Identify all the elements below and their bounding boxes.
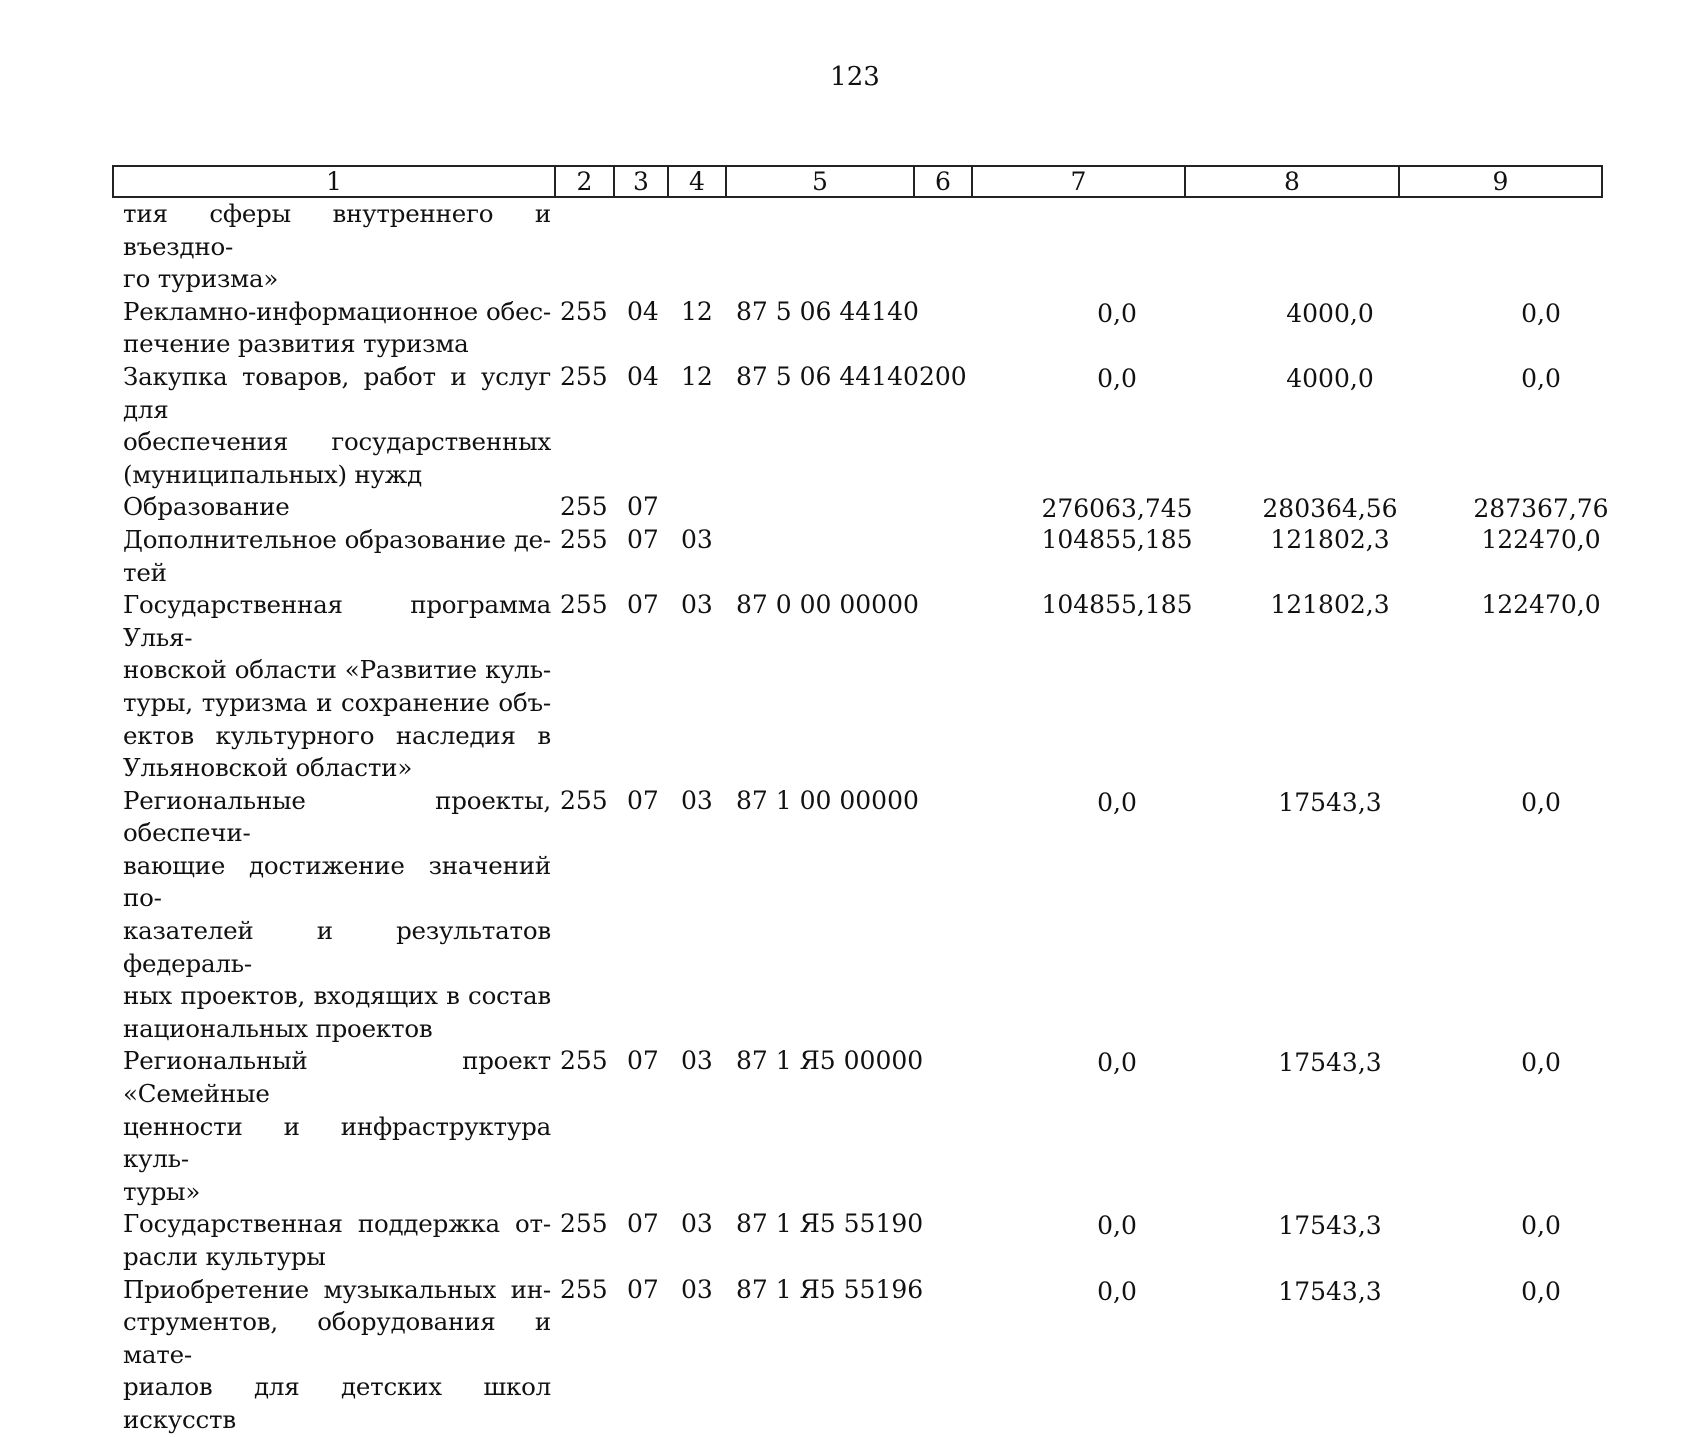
row-name [123,524,551,589]
table-row [112,296,1603,361]
table-row [112,1208,1603,1273]
cell-col-3: 07 [627,492,659,522]
cell-col-9: 0,0 [1521,1276,1561,1306]
cell-col-7: 0,0 [1097,787,1137,817]
header-cell-2: 2 [576,167,593,196]
cell-col-7: 0,0 [1097,363,1137,393]
cell-col-2: 255 [560,1046,608,1076]
table-header-row [112,165,1603,198]
row-name-line: тей [123,557,167,587]
row-name-line: Государственная программа Улья- [123,590,551,652]
row-name-line: тия сферы внутреннего и въездно- [123,199,551,261]
cell-col-5: 87 1 Я5 00000 [736,1046,924,1076]
cell-col-5: 87 1 00 00000 [736,785,919,815]
cell-col-7: 0,0 [1097,298,1137,328]
row-name-line: вающие достижение значений по- [123,850,551,913]
row-name-line: ектов культурного наследия в [123,720,551,750]
cell-col-9: 0,0 [1521,787,1561,817]
cell-col-6: 200 [919,361,967,391]
cell-col-8: 17543,3 [1278,1048,1382,1078]
row-name-line: печение развития туризма [123,329,469,359]
cell-col-4: 12 [681,296,713,326]
cell-col-3: 04 [627,296,659,326]
budget-table-body [112,198,1609,1437]
row-name-line: Приобретение музыкальных ин- [123,1274,551,1304]
cell-col-8: 121802,3 [1270,590,1390,620]
cell-col-5: 87 5 06 44140 [736,361,919,391]
row-name-line: казателей и результатов федераль- [123,916,551,978]
row-name [123,361,551,491]
cell-col-4: 03 [681,1209,713,1239]
row-name-line: Дополнительное образование де- [123,524,551,554]
header-cell-9: 9 [1492,167,1509,196]
row-name-line: (муниципальных) нужд [123,459,422,489]
row-name-line: Ульяновской области» [123,753,413,783]
page-number: 123 [830,62,880,92]
cell-col-5: 87 5 06 44140 [736,296,919,326]
cell-col-5: 87 1 Я5 55196 [736,1274,924,1304]
row-name-line: ценности и инфраструктура куль- [123,1111,551,1174]
cell-col-3: 07 [627,1274,659,1304]
cell-col-8: 280364,56 [1262,494,1398,524]
header-cell-4: 4 [689,167,705,196]
row-name-line: туры» [123,1176,201,1206]
cell-col-7: 0,0 [1097,1276,1137,1306]
row-name-line: расли культуры [123,1242,326,1271]
cell-col-8: 4000,0 [1286,363,1374,393]
cell-col-9: 0,0 [1521,298,1561,328]
cell-col-9: 0,0 [1521,1048,1561,1078]
cell-col-3: 07 [627,785,659,815]
table-row [112,198,1603,296]
row-name-line: Региональный проект «Семейные [123,1046,551,1109]
cell-col-9: 122470,0 [1481,590,1601,620]
cell-col-3: 07 [627,524,659,554]
cell-col-2: 255 [560,590,608,620]
cell-col-3: 07 [627,1046,659,1076]
table-row [112,491,1609,524]
cell-col-2: 255 [560,1209,608,1239]
cell-col-3: 04 [627,361,659,391]
row-name [123,491,551,524]
cell-col-9: 0,0 [1521,363,1561,393]
table-row [112,589,1603,785]
table-row [112,361,1603,491]
cell-col-9: 122470,0 [1481,524,1601,554]
cell-col-5: 87 0 00 00000 [736,590,919,620]
cell-col-4: 03 [681,524,713,554]
cell-col-8: 121802,3 [1270,524,1390,554]
cell-col-3: 07 [627,590,659,620]
cell-col-7: 0,0 [1097,1048,1137,1078]
row-name-line: туры, туризма и сохранение объ- [123,687,551,717]
cell-col-2: 255 [560,361,608,391]
header-cell-1: 1 [326,167,342,196]
cell-col-2: 255 [560,524,608,554]
cell-col-8: 17543,3 [1278,1211,1382,1241]
table-row [112,524,1603,589]
cell-col-8: 17543,3 [1278,787,1382,817]
cell-col-4: 03 [681,590,713,620]
header-cell-5: 5 [812,167,828,196]
table-row [112,785,1603,1046]
cell-col-9: 287367,76 [1473,494,1609,524]
cell-col-4: 03 [681,785,713,815]
cell-col-2: 255 [560,1274,608,1304]
cell-col-3: 07 [627,1209,659,1239]
row-name-line: Рекламно-информационное обес- [123,296,551,326]
header-cell-3: 3 [633,167,649,196]
row-name [123,1274,551,1437]
row-name-line: Закупка товаров, работ и услуг для [123,361,551,424]
header-cell-7: 7 [1070,167,1087,196]
row-name-line: Региональные проекты, обеспечи- [123,785,551,848]
row-name-line: струментов, оборудования и мате- [123,1307,551,1369]
cell-col-4: 12 [681,361,713,391]
row-name-line: ных проектов, входящих в состав [123,981,551,1011]
row-name [123,198,551,296]
cell-col-8: 17543,3 [1278,1276,1382,1306]
header-cell-6: 6 [935,167,951,196]
cell-col-4: 03 [681,1046,713,1076]
row-name [123,1208,551,1273]
cell-col-2: 255 [560,492,608,522]
cell-col-9: 0,0 [1521,1211,1561,1241]
header-cell-8: 8 [1284,167,1300,196]
cell-col-2: 255 [560,785,608,815]
cell-col-7: 104855,185 [1041,590,1193,620]
cell-col-4: 03 [681,1274,713,1304]
row-name [123,296,551,361]
cell-col-2: 255 [560,296,608,326]
cell-col-7: 0,0 [1097,1211,1137,1241]
row-name-line: риалов для детских школ искусств [123,1372,551,1434]
row-name-line: Образование [123,492,290,522]
table-row [112,1274,1603,1437]
cell-col-7: 276063,745 [1041,494,1193,524]
row-name-line: го туризма» [123,264,279,294]
row-name [123,785,551,1046]
cell-col-5: 87 1 Я5 55190 [736,1209,924,1239]
cell-col-7: 104855,185 [1041,524,1193,554]
row-name-line: новской области «Развитие куль- [123,655,551,685]
row-name-line: национальных проектов [123,1013,433,1043]
row-name-line: Государственная поддержка от- [123,1209,551,1239]
cell-col-8: 4000,0 [1286,298,1374,328]
table-row [112,1045,1603,1208]
row-name-line: обеспечения государственных [123,427,551,457]
row-name [123,1045,551,1208]
row-name [123,589,551,785]
